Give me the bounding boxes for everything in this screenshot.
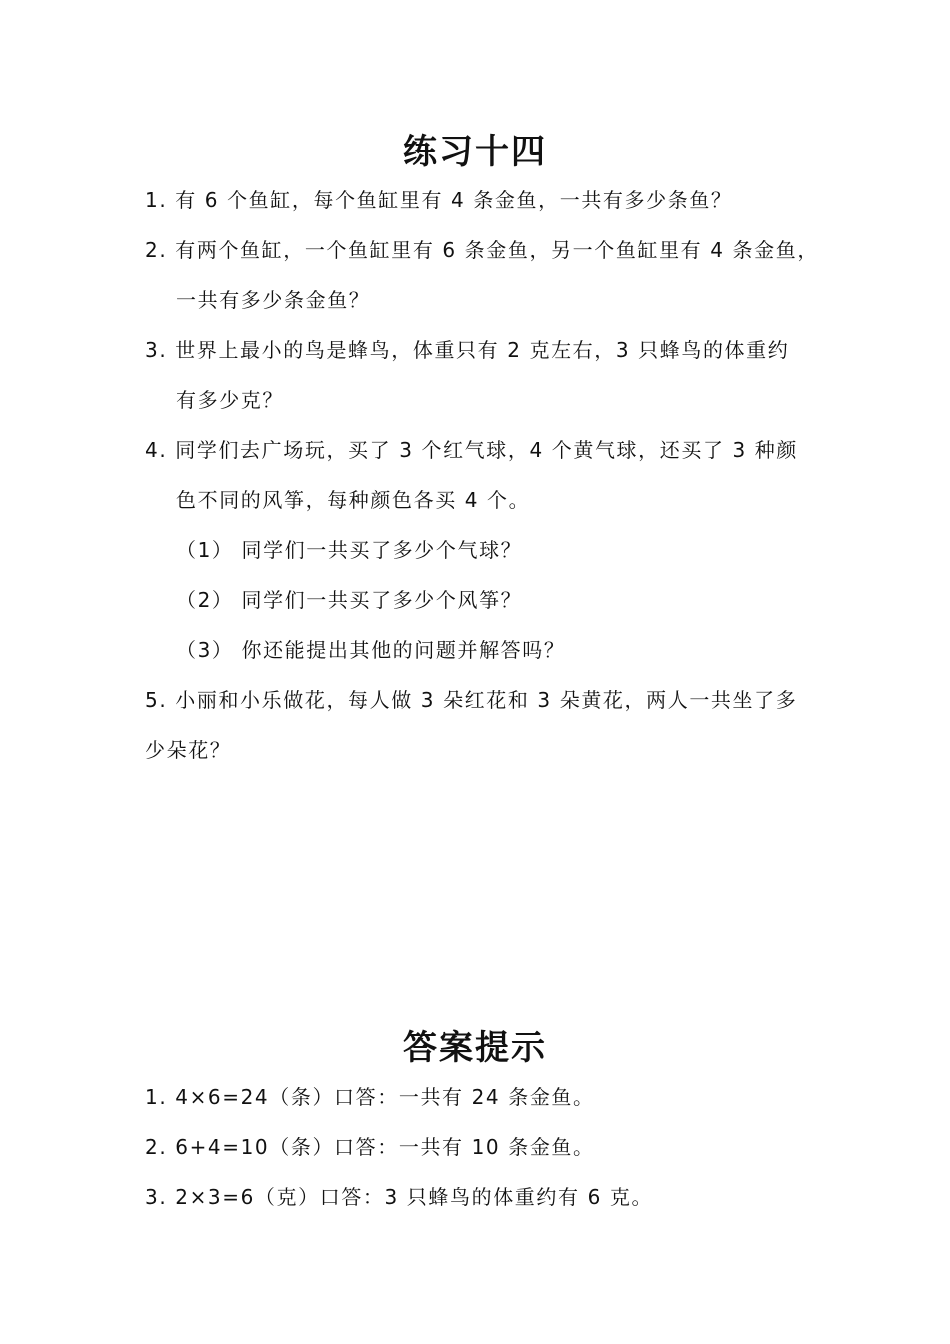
exercise-title: 练习十四 — [403, 132, 547, 172]
question-5-line-1: 5. 小丽和小乐做花，每人做 3 朵红花和 3 朵黄花，两人一共坐了多 — [145, 688, 798, 712]
question-4-sub-3: （3） 你还能提出其他的问题并解答吗？ — [176, 638, 566, 662]
question-2-line-1: 2. 有两个鱼缸，一个鱼缸里有 6 条金鱼，另一个鱼缸里有 4 条金鱼， — [145, 238, 819, 262]
answer-3: 3. 2×3=6（克）口答：3 只蜂鸟的体重约有 6 克。 — [145, 1185, 654, 1209]
answer-2: 2. 6+4=10（条）口答：一共有 10 条金鱼。 — [145, 1135, 595, 1159]
question-3-line-2: 有多少克？ — [176, 388, 284, 412]
answer-1: 1. 4×6=24（条）口答：一共有 24 条金鱼。 — [145, 1085, 595, 1109]
question-3-line-1: 3. 世界上最小的鸟是蜂鸟，体重只有 2 克左右，3 只蜂鸟的体重约 — [145, 338, 790, 362]
question-1: 1. 有 6 个鱼缸，每个鱼缸里有 4 条金鱼，一共有多少条鱼？ — [145, 188, 733, 212]
question-4-sub-1: （1） 同学们一共买了多少个气球？ — [176, 538, 523, 562]
question-5-line-2: 少朵花？ — [145, 738, 232, 762]
question-2-line-2: 一共有多少条金鱼？ — [176, 288, 371, 312]
question-4-sub-2: （2） 同学们一共买了多少个风筝？ — [176, 588, 523, 612]
answers-title: 答案提示 — [403, 1028, 547, 1068]
question-4-line-2: 色不同的风筝，每种颜色各买 4 个。 — [176, 488, 531, 512]
question-4-line-1: 4. 同学们去广场玩，买了 3 个红气球，4 个黄气球，还买了 3 种颜 — [145, 438, 798, 462]
